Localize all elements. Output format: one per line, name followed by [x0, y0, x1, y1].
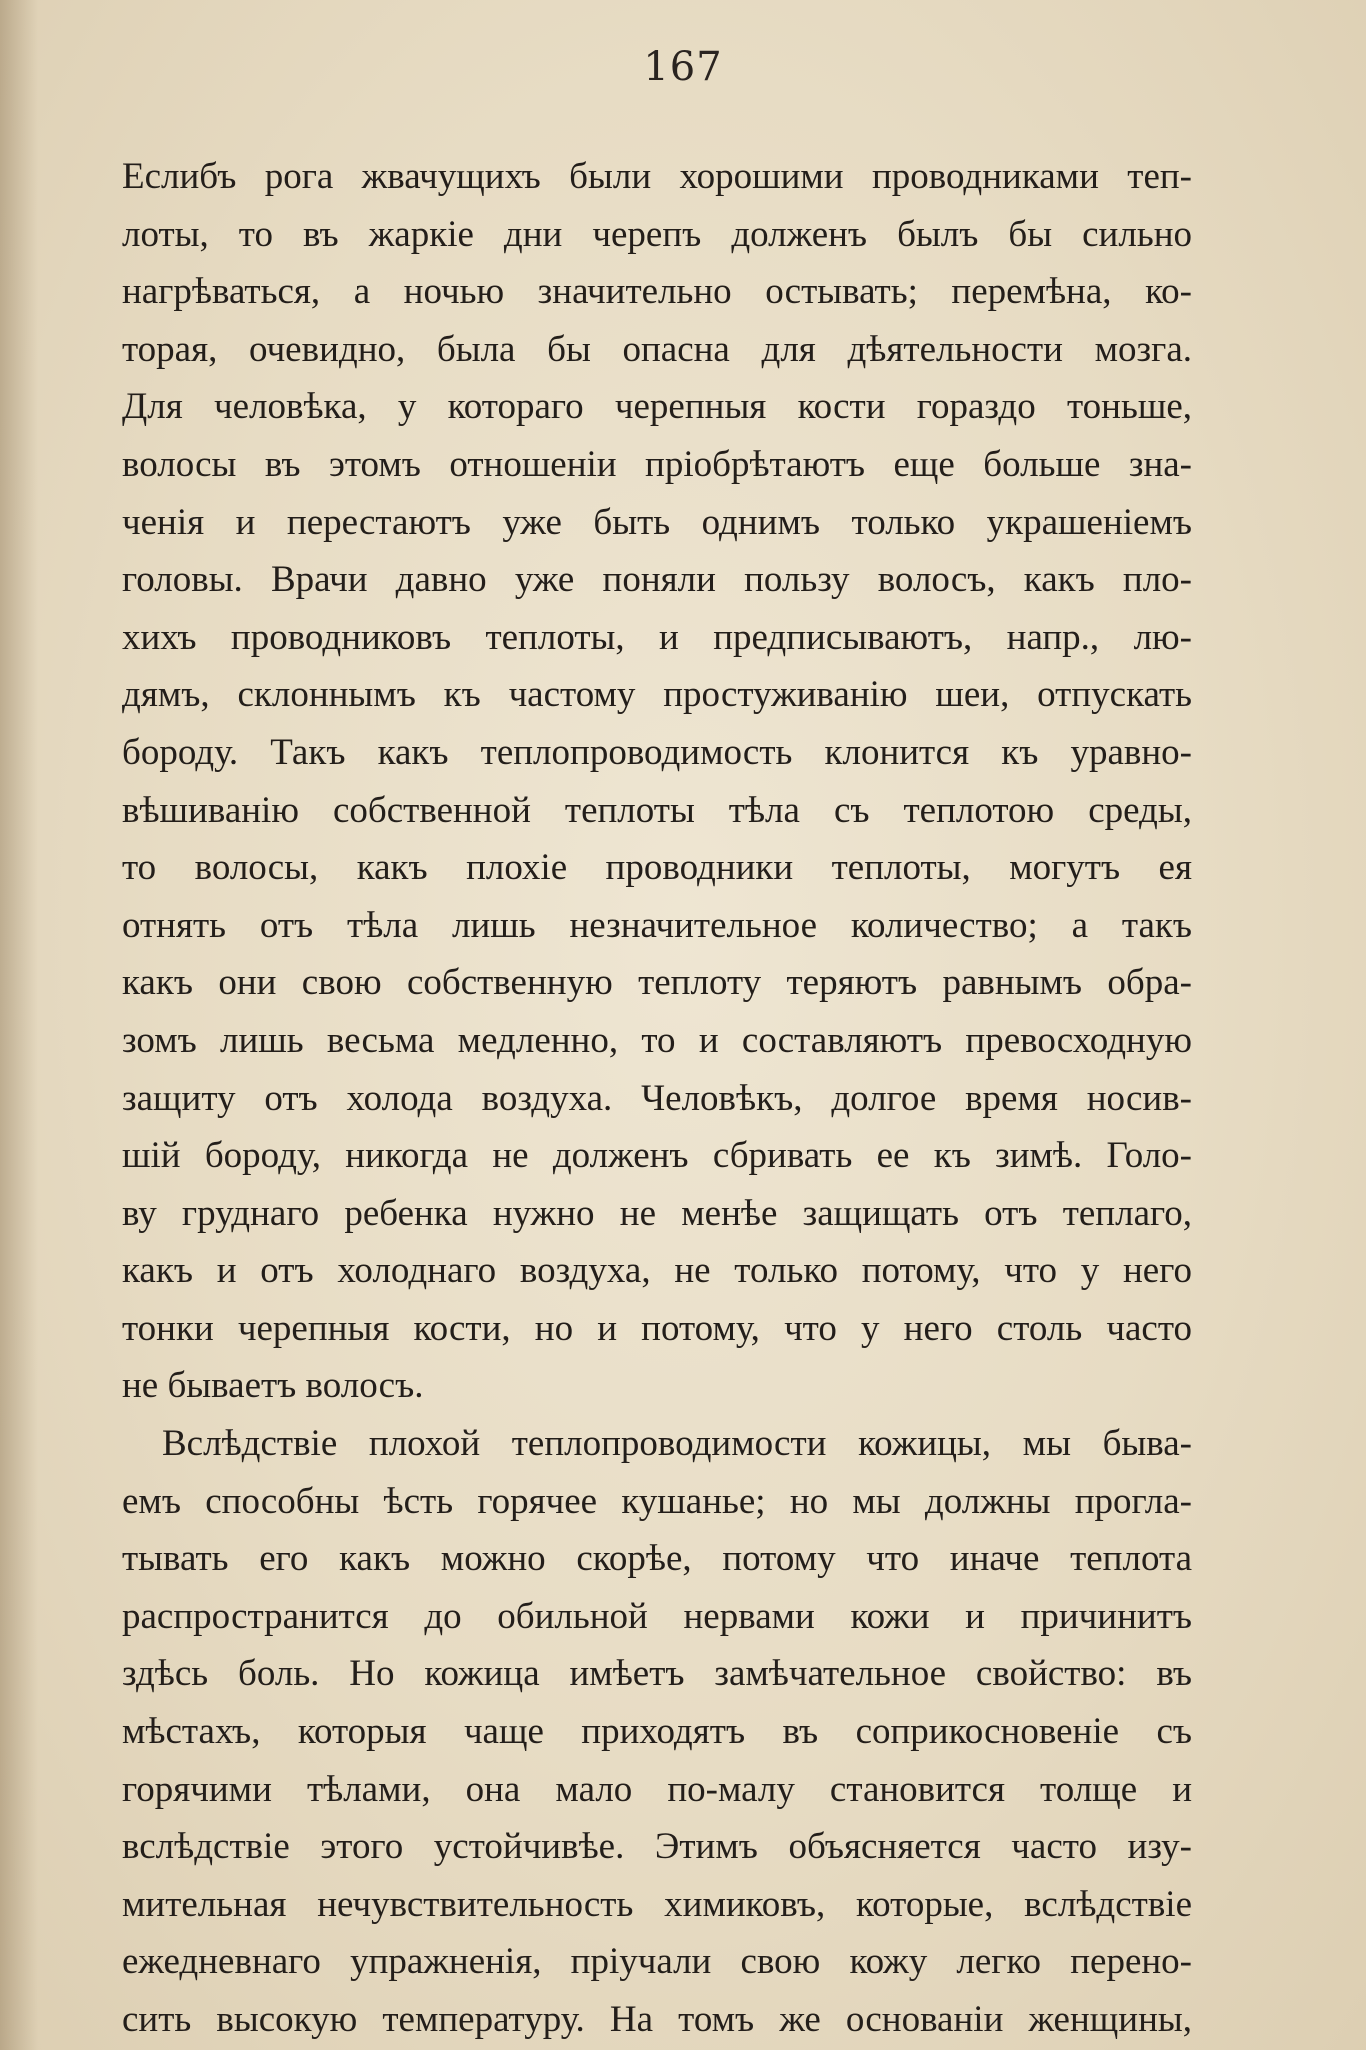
text-line: волосы въ этомъ отношеніи пріобрѣтаютъ еще больше зна-: [122, 443, 1192, 485]
text-line: ченія и перестаютъ уже быть однимъ только украшеніемъ: [122, 501, 1192, 543]
text-line: головы. Врачи давно уже поняли пользу волосъ, какъ пло-: [122, 559, 1192, 601]
text-line: мѣстахъ, которыя чаще приходятъ въ соприкосновеніе съ: [122, 1711, 1192, 1753]
text-line: здѣсь боль. Но кожица имѣетъ замѣчательное свойство: въ: [122, 1653, 1192, 1695]
text-line: тывать его какъ можно скорѣе, потому что иначе теплота: [122, 1538, 1192, 1580]
text-line: бороду. Такъ какъ теплопроводимость клонится къ уравно-: [122, 731, 1192, 773]
text-line: то волосы, какъ плохіе проводники теплоты, могутъ ея: [122, 847, 1192, 889]
text-line: дямъ, склоннымъ къ частому простуживанію шеи, отпускать: [122, 674, 1192, 716]
text-line: вѣшиванію собственной теплоты тѣла съ теплотою среды,: [122, 789, 1192, 831]
text-line: вслѣдствіе этого устойчивѣе. Этимъ объясняется часто изу-: [122, 1826, 1192, 1868]
text-line: лоты, то въ жаркіе дни черепъ долженъ былъ бы сильно: [122, 213, 1192, 255]
text-line: Для человѣка, у котораго черепныя кости гораздо тоньше,: [122, 386, 1192, 428]
text-line: нагрѣваться, а ночью значительно остывать; перемѣна, ко-: [122, 271, 1192, 313]
binding-shadow: [0, 0, 38, 2050]
text-line: зомъ лишь весьма медленно, то и составляютъ превосходную: [122, 1019, 1192, 1061]
paragraph-end-line: не бываетъ волосъ.: [122, 1365, 424, 1407]
text-line: емъ способны ѣсть горячее кушанье; но мы должны прогла-: [122, 1480, 1192, 1522]
text-line: горячими тѣлами, она мало по-малу становится толще и: [122, 1768, 1192, 1810]
text-line: мительная нечувствительность химиковъ, которые, вслѣдствіе: [122, 1883, 1192, 1925]
text-line: сить высокую температуру. На томъ же основаніи женщины,: [122, 1999, 1192, 2040]
text-line: шій бороду, никогда не долженъ сбривать ее къ зимѣ. Голо-: [122, 1135, 1192, 1177]
body-text: [122, 148, 1192, 2049]
text-line: ежедневнаго упражненія, пріучали свою кожу легко перено-: [122, 1941, 1192, 1983]
paragraph-start-line: Вслѣдствіе плохой теплопроводимости кожицы, мы быва-: [162, 1423, 1192, 1465]
text-line: Еслибъ рога жвачущихъ были хорошими проводниками теп-: [122, 156, 1192, 197]
text-line: защиту отъ холода воздуха. Человѣкъ, долгое время носив-: [122, 1077, 1192, 1119]
text-line: ву груднаго ребенка нужно не менѣе защищать отъ теплаго,: [122, 1192, 1192, 1234]
text-line: хихъ проводниковъ теплоты, и предписываютъ, напр., лю-: [122, 616, 1192, 658]
text-line: торая, очевидно, была бы опасна для дѣятельности мозга.: [122, 328, 1192, 370]
text-line: какъ и отъ холоднаго воздуха, не только потому, что у него: [122, 1250, 1192, 1292]
text-line: какъ они свою собственную теплоту теряютъ равнымъ обра-: [122, 962, 1192, 1004]
page-number: 167: [643, 44, 723, 90]
text-line: отнять отъ тѣла лишь незначительное количество; а такъ: [122, 904, 1192, 946]
text-line: тонки черепныя кости, но и потому, что у него столь часто: [122, 1307, 1192, 1349]
text-line: распространится до обильной нервами кожи и причинитъ: [122, 1595, 1192, 1637]
